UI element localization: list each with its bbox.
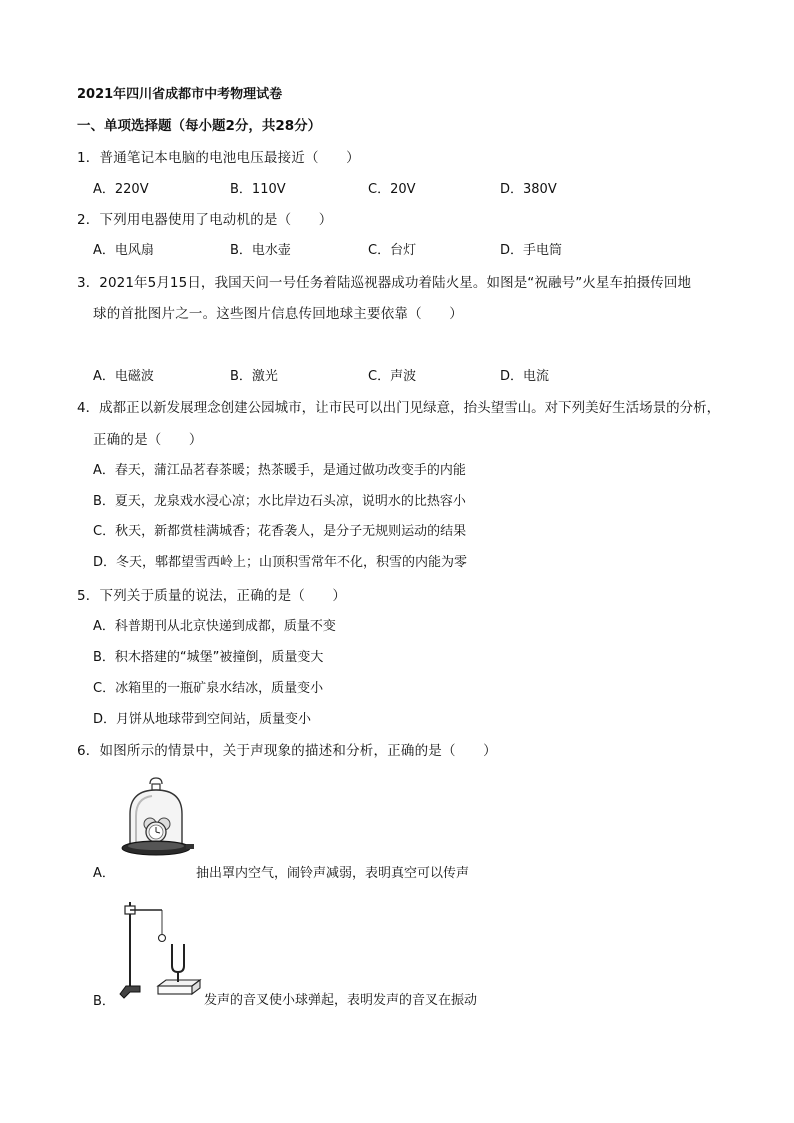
- q5-option-b: B．积木搭建的“城堡”被撞倒，质量变大: [93, 650, 324, 665]
- question-4-stem-line1: 4．成都正以新发展理念创建公园城市，让市民可以出门见绿意，抬头望雪山。对下列美好生活场景的分析，: [77, 400, 721, 416]
- q5-option-a: A．科普期刊从北京快递到成都，质量不变: [93, 619, 336, 634]
- q6-option-b-letter: B．: [93, 994, 115, 1009]
- q2-option-d: D．手电筒: [500, 243, 563, 258]
- q5-option-d: D．月饼从地球带到空间站，质量变小: [93, 712, 312, 727]
- exam-title: 2021年四川省成都市中考物理试卷: [77, 87, 283, 102]
- q2-option-b: B．电水壶: [230, 243, 291, 258]
- q4-option-a: A．春天，蒲江品茗春茶暖；热茶暖手，是通过做功改变手的内能: [93, 463, 466, 478]
- q1-option-a: A．220V: [93, 182, 149, 197]
- question-3-stem-line2: 球的首批图片之一。这些图片信息传回地球主要依靠（ ）: [93, 306, 463, 322]
- q6-option-a-letter: A．: [93, 866, 115, 881]
- question-5-stem: 5．下列关于质量的说法，正确的是（ ）: [77, 588, 347, 604]
- q4-option-d: D．冬天，郫都望雪西岭上；山顶积雪常年不化，积雪的内能为零: [93, 555, 468, 570]
- q4-option-c: C．秋天，新都赏桂满城香；花香袭人，是分子无规则运动的结果: [93, 524, 467, 539]
- question-2-stem: 2．下列用电器使用了电动机的是（ ）: [77, 212, 333, 228]
- q3-option-a: A．电磁波: [93, 369, 154, 384]
- q3-option-b: B．激光: [230, 369, 278, 384]
- q1-option-c: C．20V: [368, 182, 416, 197]
- q6-option-a-text: 抽出罩内空气，闹铃声减弱，表明真空可以传声: [196, 866, 470, 881]
- q1-option-b: B．110V: [230, 182, 286, 197]
- q6-option-b-text: 发声的音叉使小球弹起，表明发声的音叉在振动: [204, 993, 478, 1008]
- q1-option-d: D．380V: [500, 182, 557, 197]
- q5-option-c: C．冰箱里的一瓶矿泉水结冰，质量变小: [93, 681, 324, 696]
- tuning-fork-figure: [116, 896, 204, 1000]
- q2-option-a: A．电风扇: [93, 243, 154, 258]
- question-1-stem: 1．普通笔记本电脑的电池电压最接近（ ）: [77, 150, 360, 166]
- question-6-stem: 6．如图所示的情景中，关于声现象的描述和分析，正确的是（ ）: [77, 743, 497, 759]
- question-3-stem-line1: 3．2021年5月15日，我国天问一号任务着陆巡视器成功着陆火星。如图是“祝融号”火星车拍摄传回地: [77, 275, 692, 291]
- question-4-stem-line2: 正确的是（ ）: [93, 432, 203, 448]
- q4-option-b: B．夏天，龙泉戏水浸心凉；水比岸边石头凉，说明水的比热容小: [93, 494, 466, 509]
- q3-option-d: D．电流: [500, 369, 550, 384]
- q3-option-c: C．声波: [368, 369, 417, 384]
- section-heading: 一、单项选择题（每小题2分，共28分）: [77, 118, 322, 134]
- bell-jar-figure: [116, 776, 196, 864]
- q2-option-c: C．台灯: [368, 243, 417, 258]
